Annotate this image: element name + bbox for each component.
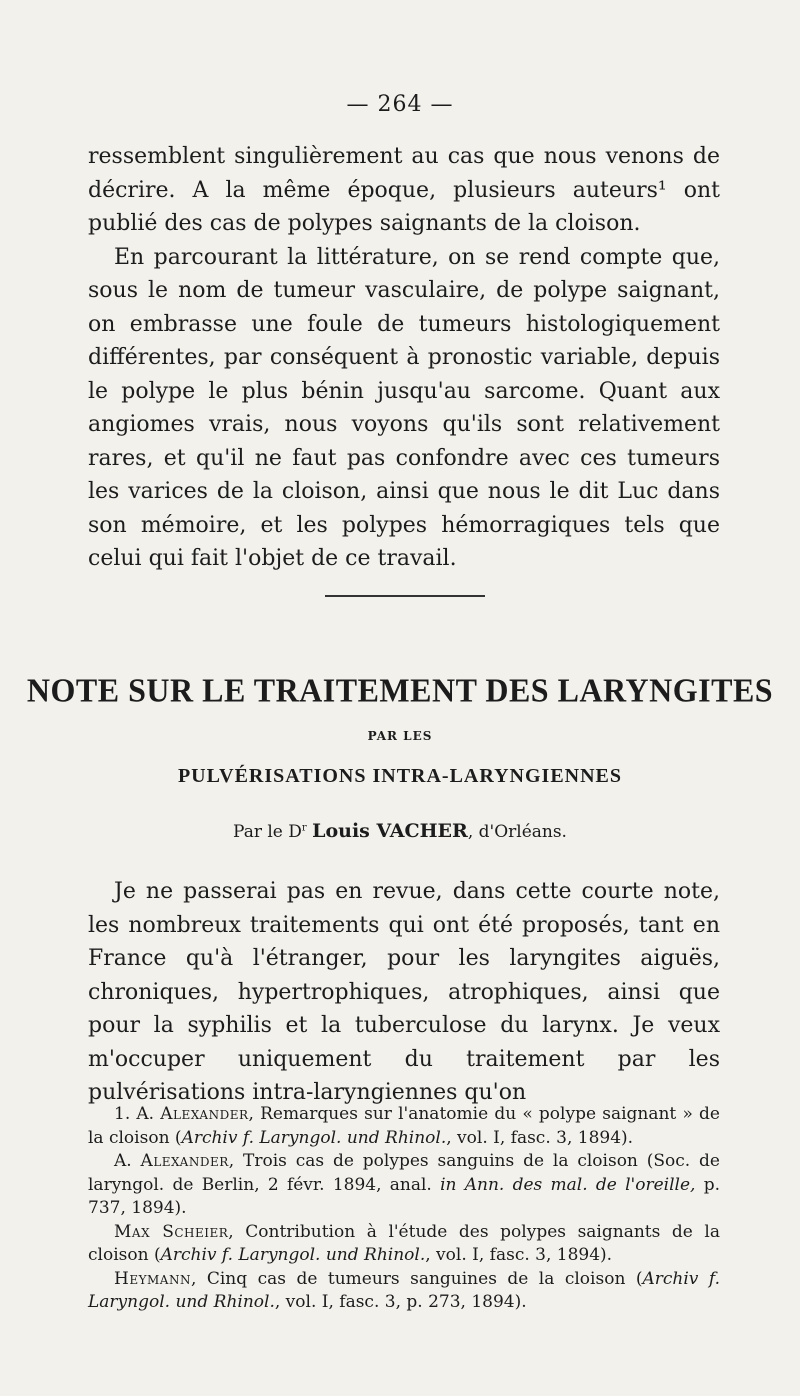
byline-suffix: , d'Orléans. <box>467 822 567 842</box>
footnote-author: Alexander <box>140 1151 229 1171</box>
footnote <box>88 1221 720 1268</box>
footnote-text: , vol. I, fasc. 3, 1894). <box>446 1127 634 1148</box>
footnote-source: Archiv f. Laryngol. und Rhinol. <box>181 1127 447 1148</box>
article-title: NOTE SUR LE TRAITEMENT DES LARYNGITES <box>26 671 774 709</box>
footnote-text: , vol. I, fasc. 3, p. 273, 1894). <box>274 1292 527 1312</box>
footnote-author: Heymann <box>114 1268 191 1289</box>
previous-article-text <box>88 140 720 576</box>
byline-prefix: Par le D <box>233 822 302 842</box>
footnote <box>88 1268 720 1315</box>
footnote <box>88 1103 720 1150</box>
footnotes <box>88 1103 720 1315</box>
footnote-author: Alexander <box>160 1104 249 1124</box>
footnote-number: 1. A. <box>114 1104 161 1124</box>
footnote <box>88 1150 720 1221</box>
footnote-text: , Contribution à l'étude des polypes saignants de la cloison ( <box>88 1221 721 1265</box>
article-body <box>88 875 720 1110</box>
paragraph: Je ne passerai pas en revue, dans cette courte note, les nombreux traitements qui ont été proposés, tant en France qu'à l'étranger, pour les laryngites aiguës, chroniques, hypertrophiques, atrophiques, ainsi que pour la syphilis et la tuberculose du larynx. Je veux m'occuper uniquement du traitement par les pulvérisations intra-laryngiennes qu'on <box>88 879 720 1105</box>
footnote-source: Archiv f. Laryngol. und Rhinol. <box>160 1245 426 1265</box>
paragraph: ressemblent singulièrement au cas que nous venons de décrire. A la même époque, plusieurs auteurs¹ ont publié des cas de polypes saignants de la cloison. <box>88 144 720 236</box>
footnote-number: A. <box>114 1151 141 1171</box>
article-title-connector: PAR LES <box>367 729 433 743</box>
byline-superscript: r <box>301 822 307 834</box>
footnote-text: , Cinq cas de tumeurs sanguines de la cloison ( <box>190 1268 643 1289</box>
footnote-text: , Trois cas de polypes sanguins de la cloison (Soc. de laryngol. de Berlin, 2 févr. 1894, anal. <box>88 1151 720 1195</box>
article-subtitle: PULVÉRISATIONS INTRA-LARYNGIENNES <box>177 765 623 787</box>
section-divider <box>325 595 485 597</box>
footnote-text: , vol. I, fasc. 3, 1894). <box>425 1245 613 1265</box>
footnote-text: , Remarques sur l'anatomie du « polype saignant » de la cloison ( <box>88 1104 720 1148</box>
page-number: — 264 — <box>346 92 454 117</box>
footnote-source: Archiv f. Laryngol. und Rhinol. <box>88 1268 720 1312</box>
article-byline <box>0 820 800 842</box>
paragraph: En parcourant la littérature, on se rend compte que, sous le nom de tumeur vasculaire, de polype saignant, on embrasse une foule de tumeurs histologiquement différentes, par conséquent à pronostic variable, depuis le polype le plus bénin jusqu'au sarcome. Quant aux angiomes vrais, nous voyons qu'ils sont relativement rares, et qu'il ne faut pas confondre avec ces tumeurs les varices de la cloison, ainsi que nous le dit Luc dans son mémoire, et les polypes hémorragiques tels que celui qui fait l'objet de ce travail. <box>88 244 720 571</box>
author-name: Louis VACHER <box>312 820 468 842</box>
footnote-author: Max Scheier <box>114 1221 229 1242</box>
footnote-source: in Ann. des mal. de l'oreille, <box>440 1174 696 1195</box>
footnote-text: p. 737, 1894). <box>88 1174 720 1218</box>
